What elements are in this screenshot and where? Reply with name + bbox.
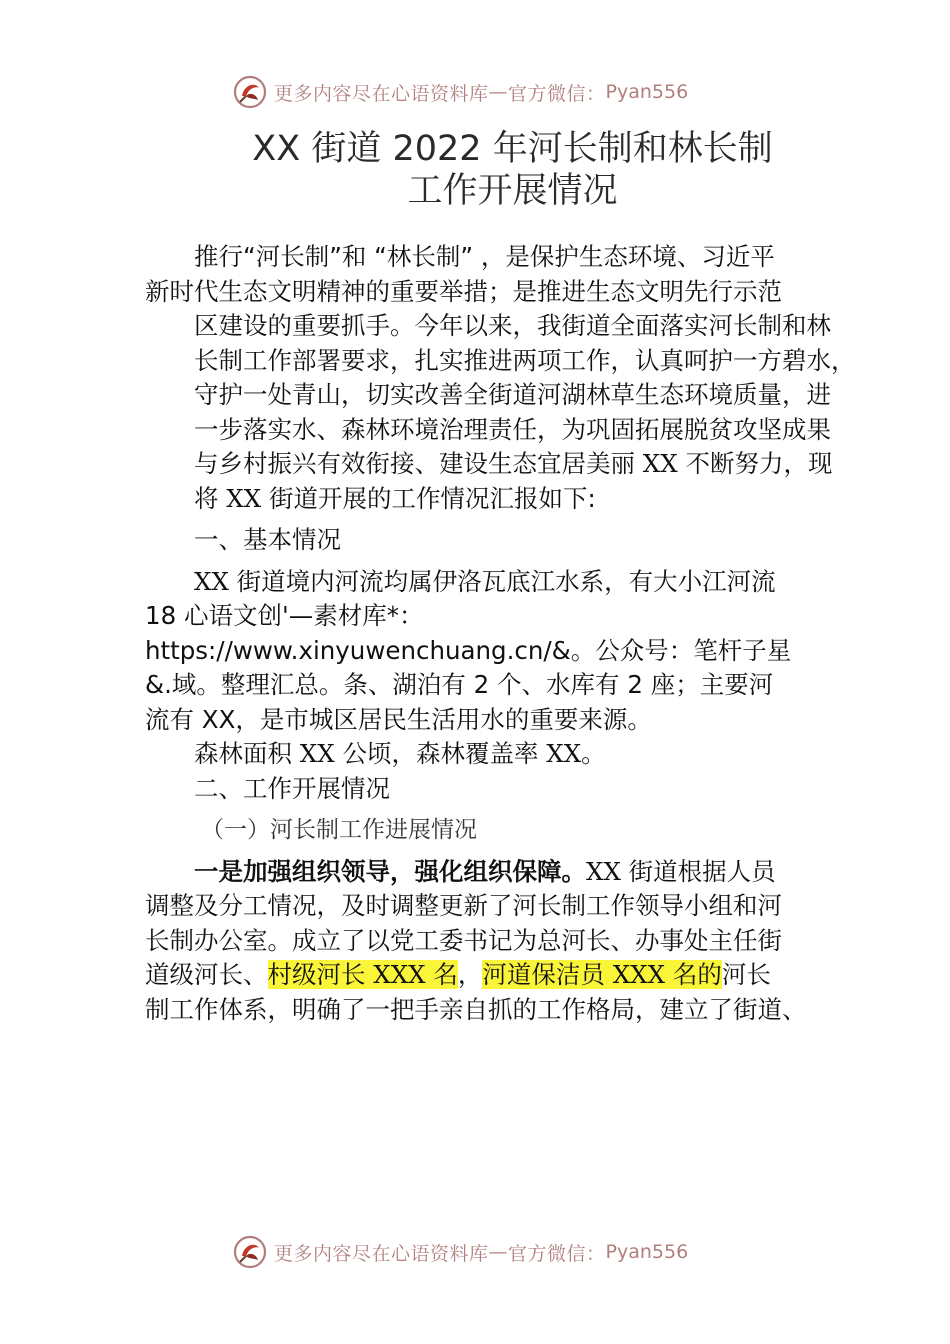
banner-dash: — [488, 81, 509, 103]
banner-wechat-id: Pyan556 [605, 81, 689, 103]
section-2-line [145, 958, 825, 993]
intro-text: 不断努力，现 [677, 449, 833, 478]
intro-line [145, 447, 833, 482]
intro-line: 区建设的重要抓手。今年以来，我街道全面落实河长制和林 [194, 311, 831, 340]
forest-text: XX [299, 739, 335, 768]
forest-text: 森林面积 [194, 739, 300, 768]
banner-wechat-label: 官方微信： [508, 1242, 606, 1265]
section-1-paragraph [145, 565, 825, 738]
section-1-heading: 一、基本情况 [194, 525, 341, 554]
section-1-text: XX [194, 566, 229, 596]
section-2-text: ， [457, 960, 483, 989]
forest-paragraph [145, 737, 825, 772]
section-2-text: 街道根据人员 [620, 856, 776, 886]
intro-text: 将 [194, 483, 227, 513]
document-body [145, 240, 856, 1027]
section-1-line: 流有 XX，是市城区居民生活用水的重要来源。 [145, 704, 652, 734]
banner-wechat-id: Pyan556 [605, 1241, 689, 1263]
rose-logo-icon [232, 1234, 268, 1270]
subsection-heading: （一）河长制工作进展情况 [201, 817, 477, 843]
forest-text: XX [546, 739, 582, 768]
section-1-text: 街道境内河流均属伊洛瓦底江水系，有大小江河流 [228, 566, 776, 596]
intro-text: XX [226, 483, 262, 513]
banner-slogan: 更多内容尽在心语资料库 [274, 1242, 489, 1265]
section-2-heading: 二、工作开展情况 [194, 773, 390, 803]
banner-dash: — [488, 1241, 509, 1263]
section-2-line: 调整及分工情况，及时调整更新了河长制工作领导小组和河 [145, 891, 782, 920]
header-banner [232, 72, 688, 112]
highlight-text: 河道保洁员 [482, 960, 613, 989]
intro-line [145, 482, 825, 517]
section-2-text: XX [586, 856, 621, 886]
intro-text: 街道开展的工作情况汇报如下: [261, 483, 596, 513]
document-title [145, 128, 880, 212]
highlight-text: XXX [612, 960, 666, 989]
forest-text: 。 [581, 739, 606, 768]
footer-banner [232, 1232, 688, 1272]
banner-wechat-label: 官方微信： [508, 82, 606, 105]
intro-line: 守护一处青山，切实改善全街道河湖林草生态环境质量，进 [194, 380, 831, 409]
section-2-line: 制工作体系，明确了一把手亲自抓的工作格局，建立了街道、 [145, 994, 807, 1024]
title-line-2: 工作开展情况 [407, 171, 618, 211]
forest-text: 公顷，森林覆盖率 [334, 739, 547, 768]
highlight [268, 960, 458, 989]
bold-lead: 一是加强组织领导，强化组织保障。 [194, 856, 586, 886]
section-2-paragraph [145, 855, 825, 1028]
section-1-line: &.域。整理汇总。条、湖泊有 2 个、水库有 2 座；主要河 [145, 670, 774, 699]
section-2-line: 长制办公室。成立了以党工委书记为总河长、办事处主任街 [145, 925, 782, 955]
section-1-line: 18 心语文创'—素材库*： [145, 601, 424, 630]
intro-paragraph [145, 240, 856, 516]
highlight-text: 名 [425, 960, 458, 989]
highlight-text: 村级河长 [267, 960, 374, 989]
highlight [482, 960, 721, 989]
intro-text: XX [642, 449, 678, 478]
intro-line: 长制工作部署要求，扎实推进两项工作，认真呵护一方碧水， [194, 345, 856, 375]
rose-logo-icon [232, 74, 268, 110]
highlight-text: XXX [373, 960, 426, 989]
intro-text: 与乡村振兴有效衔接、建设生态宜居美丽 [194, 449, 643, 478]
section-2-text: 河长 [721, 960, 771, 989]
section-2-line [145, 855, 825, 890]
highlight-text: 名的 [665, 960, 722, 989]
title-line-1: XX 街道 2022 年河长制和林长制 [252, 129, 773, 169]
banner-slogan: 更多内容尽在心语资料库 [274, 82, 489, 105]
intro-line: 一步落实水、森林环境治理责任，为巩固拓展脱贫攻坚成果 [194, 414, 831, 444]
section-2-text: 道级河长、 [145, 960, 268, 989]
intro-line: 新时代生态文明精神的重要举措；是推进生态文明先行示范 [145, 276, 782, 306]
intro-line: 推行“河长制”和 “林长制” ，是保护生态环境、习近平 [194, 242, 775, 271]
section-1-line [145, 565, 825, 600]
section-1-line: https://www.xinyuwenchuang.cn/&。公众号：笔杆子星 [145, 635, 792, 665]
